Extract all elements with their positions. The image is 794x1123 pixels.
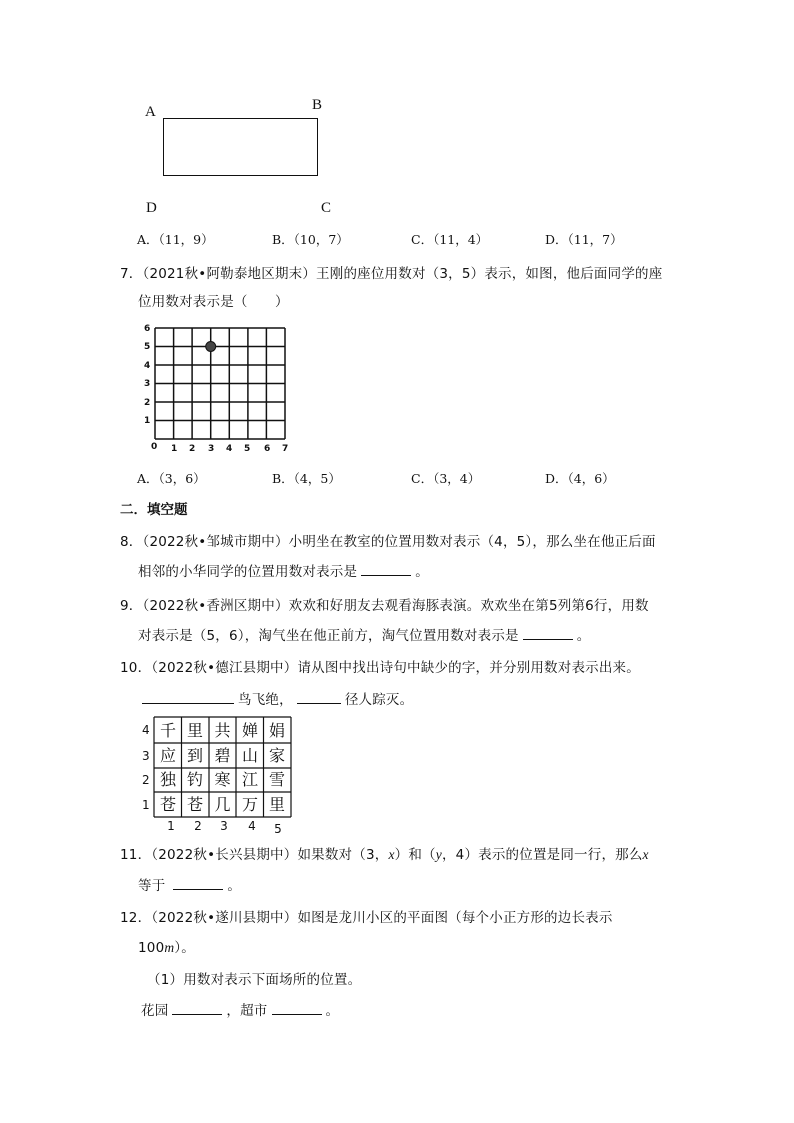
q11-line1 <box>120 843 649 863</box>
var-y: y <box>435 847 442 862</box>
q12-places <box>141 999 339 1019</box>
column-label: 4 <box>248 819 256 833</box>
q7-option-d[interactable]: D．（4，6） <box>545 471 615 486</box>
market-label: ，超市 <box>226 1003 268 1019</box>
x-tick-label: 1 <box>171 444 178 454</box>
q8-answer-blank[interactable] <box>361 562 411 576</box>
grid-char: 共 <box>214 721 231 740</box>
q6-option-a[interactable]: A．（11，9） <box>137 232 214 247</box>
q10-poem <box>142 688 413 708</box>
column-label: 5 <box>274 822 282 835</box>
q9-line2 <box>138 624 590 644</box>
y-tick-label: 1 <box>144 416 151 426</box>
y-tick-label: 6 <box>144 324 151 334</box>
grid-char: 里 <box>268 795 286 814</box>
section-heading: 二．填空题 <box>120 502 188 518</box>
column-label: 3 <box>220 819 228 833</box>
grid-char: 钓 <box>186 770 204 789</box>
grid-char: 山 <box>241 746 259 765</box>
grid-char: 苍 <box>159 795 177 814</box>
row-label: 2 <box>142 773 150 787</box>
grid-char: 苍 <box>186 795 204 814</box>
vertex-d: D <box>146 200 157 216</box>
q11-text: 等于 <box>138 878 166 894</box>
vertex-a: A <box>145 104 156 120</box>
q12-line2 <box>138 936 195 956</box>
q12-places-end: 。 <box>325 1003 340 1019</box>
q9-end: 。 <box>576 628 591 644</box>
q8-end: 。 <box>415 564 429 580</box>
wang-gang-seat-marker <box>206 342 216 352</box>
q7-option-a[interactable]: A．（3，6） <box>137 471 206 486</box>
x-tick-label: 4 <box>226 444 233 454</box>
x-tick-label: 7 <box>282 444 289 454</box>
poem-middle: 鸟飞绝， <box>238 692 293 708</box>
q11-text-b: ）和（ <box>394 847 436 863</box>
x-tick-label: 6 <box>264 444 271 454</box>
x-tick-label: 3 <box>208 444 215 454</box>
var-x: x <box>388 847 395 862</box>
grid-lines <box>155 328 285 439</box>
q11-answer-blank[interactable] <box>173 876 223 890</box>
grid-char: 到 <box>186 746 204 765</box>
grid-char: 应 <box>159 746 177 765</box>
q10-blank-2[interactable] <box>297 690 341 704</box>
grid-char: 万 <box>241 795 259 814</box>
x-tick-label: 5 <box>244 444 251 454</box>
q10-blank-1[interactable] <box>142 690 234 704</box>
grid-char: 千 <box>159 721 177 740</box>
y-tick-label: 2 <box>144 398 151 408</box>
q11-line2 <box>138 874 241 894</box>
y-tick-label: 4 <box>144 361 151 371</box>
grid-char: 独 <box>159 770 177 789</box>
q9-line1: 9．（2022秋•香洲区期中）欢欢和好朋友去观看海豚表演。欢欢坐在第5列第6行，用数 <box>120 598 649 614</box>
vertex-b: B <box>312 97 323 113</box>
column-label: 2 <box>194 819 202 833</box>
row-label: 1 <box>142 798 150 812</box>
grid-char: 碧 <box>214 746 231 765</box>
var-x: x <box>642 847 649 862</box>
origin-label: 0 <box>151 442 158 452</box>
grid-char: 婵 <box>241 721 259 740</box>
garden-answer-blank[interactable] <box>172 1001 222 1015</box>
garden-label: 花园 <box>141 1003 169 1019</box>
y-tick-label: 5 <box>144 342 151 352</box>
q7-option-c[interactable]: C．（3，4） <box>411 471 481 486</box>
q9-text: 对表示是（5，6），淘气坐在他正前方，淘气位置用数对表示是 <box>138 628 519 644</box>
q11-text-c: ，4）表示的位置是同一行，那么 <box>441 847 643 863</box>
q10-line1: 10．（2022秋•德江县期中）请从图中找出诗句中缺少的字，并分别用数对表示出来。 <box>120 660 640 676</box>
q8-line2 <box>138 560 429 580</box>
grid-char: 寒 <box>214 770 231 789</box>
q7-line1: 7．（2021秋•阿勒泰地区期末）王刚的座位用数对（3，5）表示，如图，他后面同学的座 <box>120 266 663 282</box>
q6-option-c[interactable]: C．（11，4） <box>411 232 489 247</box>
grid-char: 几 <box>214 795 231 814</box>
unit-m: m <box>164 940 175 955</box>
q8-line1: 8．（2022秋•邹城市期中）小明坐在教室的位置用数对表示（4，5），那么坐在他正后面 <box>120 534 656 550</box>
y-tick-label: 3 <box>144 379 151 389</box>
grid-char: 里 <box>186 721 204 740</box>
q6-option-d[interactable]: D．（11，7） <box>545 232 623 247</box>
grid-char: 家 <box>268 746 286 765</box>
q8-text: 相邻的小华同学的位置用数对表示是 <box>138 564 358 580</box>
grid-char: 娟 <box>268 721 286 740</box>
q9-answer-blank[interactable] <box>523 626 573 640</box>
q12-sub1: （1）用数对表示下面场所的位置。 <box>147 972 362 988</box>
row-label: 3 <box>142 749 150 763</box>
q12-line1: 12．（2022秋•遂川县期中）如图是龙川小区的平面图（每个小正方形的边长表示 <box>120 910 613 926</box>
q7-seat-grid <box>140 318 292 458</box>
market-answer-blank[interactable] <box>272 1001 322 1015</box>
q11-text-a: 11．（2022秋•长兴县期中）如果数对（3， <box>120 847 389 863</box>
q12-end: ）。 <box>174 940 195 956</box>
q7-option-b[interactable]: B．（4，5） <box>272 471 341 486</box>
poem-end: 径人踪灭。 <box>344 692 414 708</box>
x-tick-label: 2 <box>189 444 196 454</box>
q11-end: 。 <box>227 878 242 894</box>
grid-char: 江 <box>241 770 259 789</box>
grid-char: 雪 <box>268 770 286 789</box>
vertex-c: C <box>321 200 332 216</box>
q6-option-b[interactable]: B．（10，7） <box>272 232 349 247</box>
q12-distance: 100 <box>138 940 165 956</box>
rectangle-abcd <box>163 118 318 176</box>
row-label: 4 <box>142 723 150 737</box>
column-label: 1 <box>167 819 175 833</box>
q7-line2: 位用数对表示是（ ） <box>138 294 289 310</box>
q10-character-grid <box>138 713 298 835</box>
